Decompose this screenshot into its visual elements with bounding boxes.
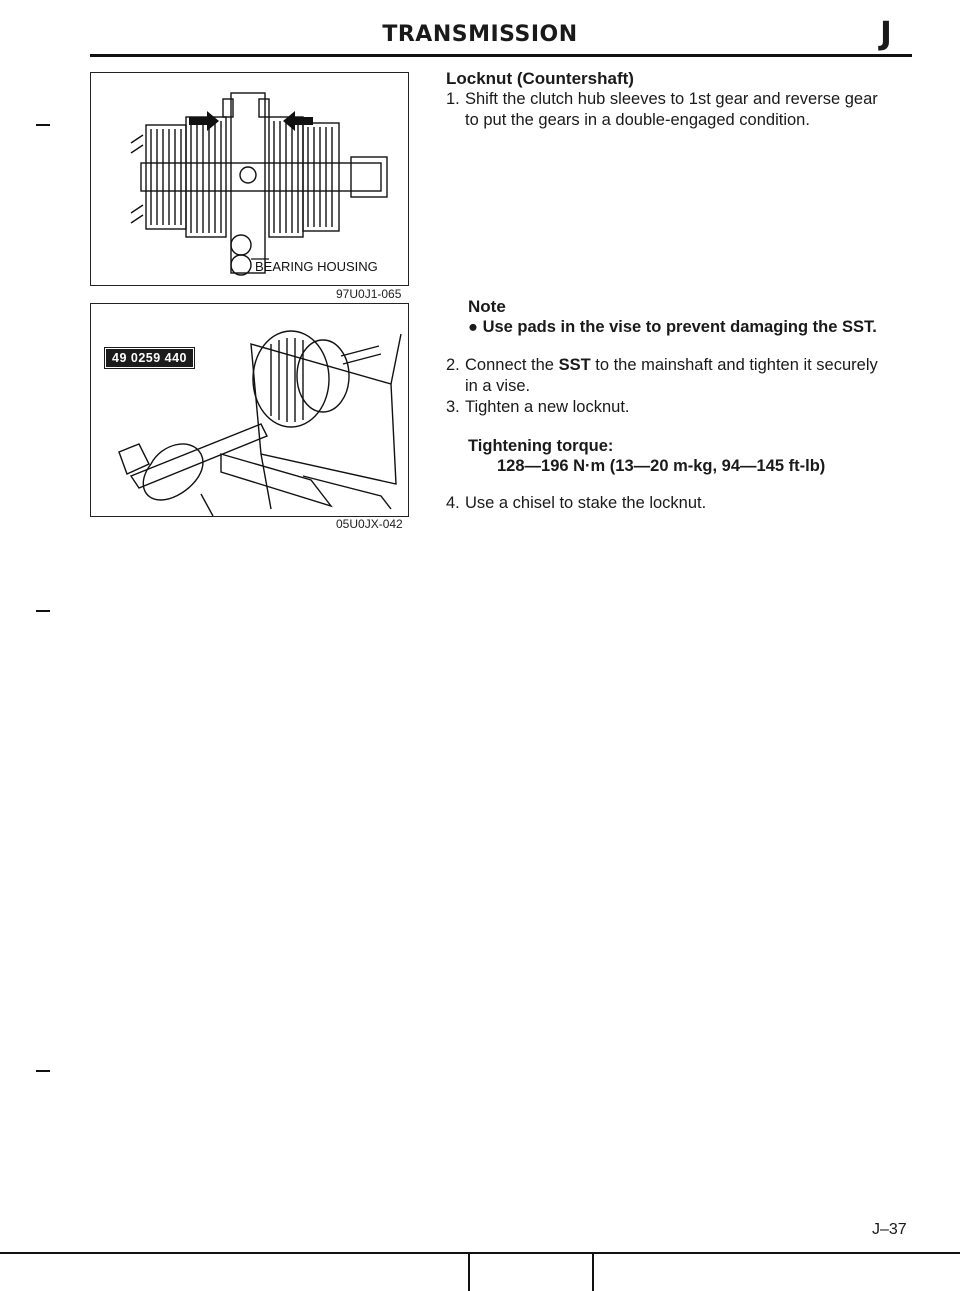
sst-term: SST	[558, 356, 591, 374]
figure-code: 05U0JX-042	[336, 517, 403, 531]
section-title: Locknut (Countershaft)	[446, 69, 634, 88]
step-number: 2.	[446, 356, 460, 374]
note-text: Use pads in the vise to prevent damaging the SST.	[482, 318, 877, 336]
bearing-housing-illustration	[91, 73, 408, 285]
torque-value: 128—196 N·m (13—20 m-kg, 94—145 ft-lb)	[497, 457, 826, 475]
section-letter: J	[880, 14, 892, 52]
step-text: Tighten a new locknut.	[465, 398, 630, 416]
note-heading: Note	[468, 297, 506, 316]
footer-tick	[592, 1253, 594, 1291]
step-text: in a vise.	[465, 377, 531, 395]
bearing-housing-label: BEARING HOUSING	[255, 259, 378, 274]
sst-vise-illustration	[91, 304, 408, 516]
step-1	[446, 89, 916, 133]
sst-part-number-label: 49 0259 440	[105, 348, 194, 368]
footer-tick	[468, 1253, 470, 1291]
step-number: 4.	[446, 494, 460, 512]
margin-mark	[36, 124, 50, 126]
page-title: TRANSMISSION	[382, 22, 578, 47]
note-item	[468, 318, 877, 337]
step-3	[446, 397, 916, 419]
figure-sst-vise	[90, 303, 409, 517]
step-text: Use a chisel to stake the locknut.	[465, 494, 707, 512]
margin-mark	[36, 1070, 50, 1072]
step-text: to put the gears in a double-engaged condition.	[465, 111, 810, 129]
figure-code: 97U0J1-065	[336, 287, 402, 301]
step-number: 1.	[446, 90, 460, 108]
step-text	[465, 355, 878, 376]
step-text: Shift the clutch hub sleeves to 1st gear and reverse gear	[465, 90, 878, 108]
page-number: J–37	[872, 1221, 907, 1238]
header-rule	[90, 54, 912, 57]
step-4	[446, 493, 916, 515]
torque-heading: Tightening torque:	[468, 437, 614, 455]
step-number: 3.	[446, 398, 460, 416]
footer-rule	[0, 1252, 960, 1254]
step-2	[446, 355, 916, 399]
figure-bearing-housing	[90, 72, 409, 286]
step-text-part: to the mainshaft and tighten it securely	[590, 356, 878, 374]
step-text-part: Connect the	[465, 356, 559, 374]
margin-mark	[36, 610, 50, 612]
bullet: ●	[468, 318, 478, 336]
